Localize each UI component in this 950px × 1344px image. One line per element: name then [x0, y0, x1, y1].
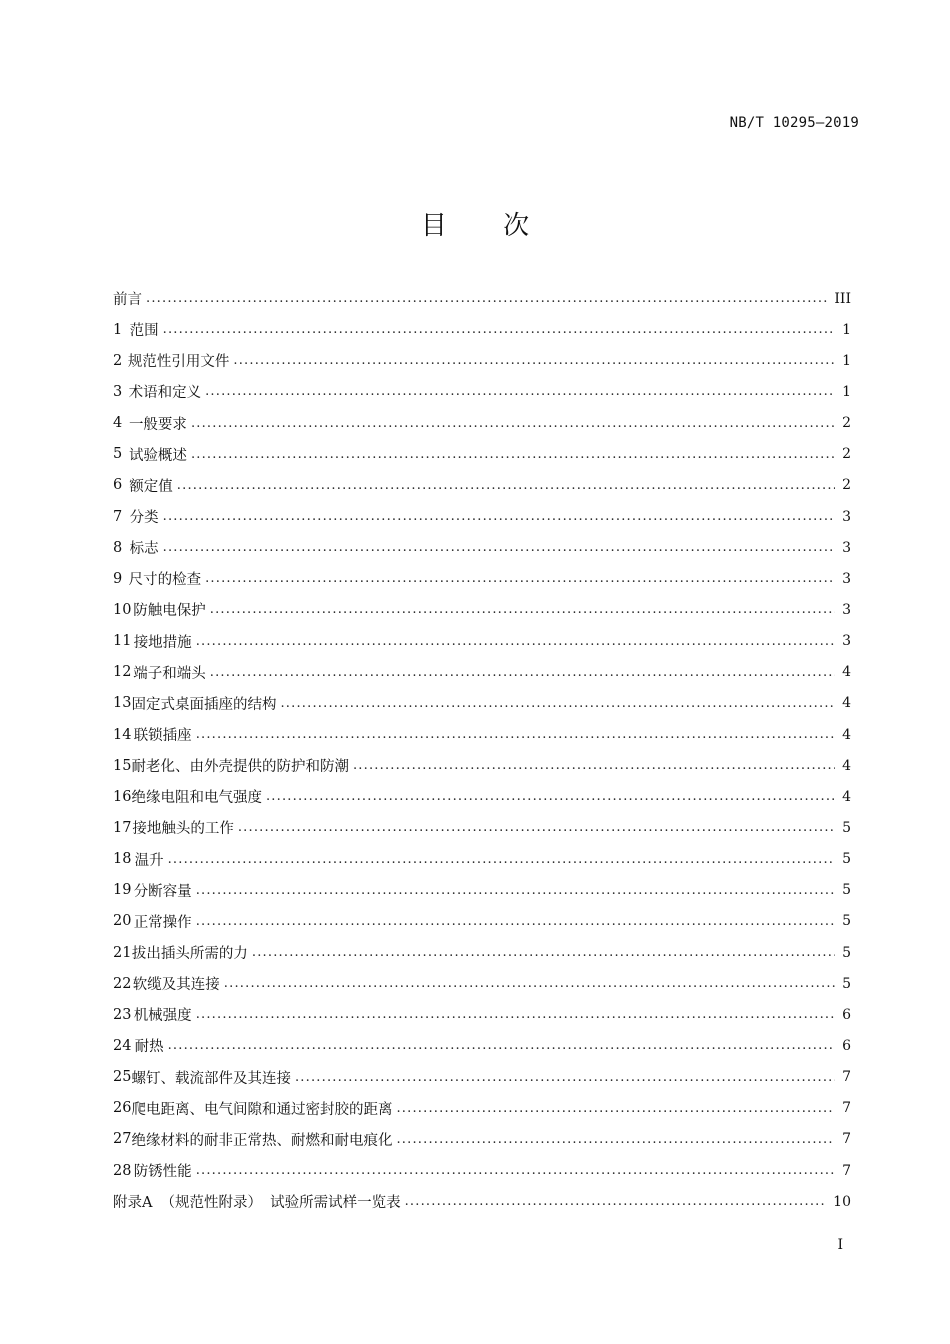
toc-entry-page: 2	[842, 477, 851, 494]
page-title	[0, 205, 950, 242]
toc-entry-page: 7	[842, 1131, 851, 1148]
toc-entry-number: 13	[113, 695, 132, 712]
toc-entry-title: 温升	[134, 852, 164, 869]
title-char-1: 目	[420, 211, 447, 241]
toc-entry[interactable]	[113, 283, 851, 314]
toc-entry-number: 24	[113, 1037, 132, 1054]
toc-entry-number: 15	[113, 757, 132, 774]
toc-entry-number: 4	[113, 415, 123, 432]
toc-leader-dots	[168, 852, 835, 867]
toc-entry-page: 5	[842, 913, 851, 930]
toc-entry[interactable]	[113, 1093, 851, 1124]
toc-entry[interactable]	[113, 626, 851, 657]
toc-entry-title: 爬电距离、电气间隙和通过密封胶的距离	[131, 1101, 393, 1118]
toc-entry-title: 分断容量	[133, 883, 192, 900]
toc-entry-number: 27	[113, 1131, 132, 1148]
toc-entry-page: 5	[842, 882, 851, 899]
toc-entry[interactable]	[113, 532, 851, 563]
toc-leader-dots	[233, 353, 835, 368]
toc-entry-number: 11	[113, 633, 132, 650]
toc-entry-number: 17	[113, 819, 132, 836]
toc-entry-number: 9	[113, 570, 123, 587]
toc-entry-number: 28	[113, 1162, 132, 1179]
toc-entry-title: 正常操作	[133, 914, 192, 931]
toc-entry[interactable]	[113, 750, 851, 781]
toc-entry-page: 2	[842, 446, 851, 463]
toc-entry[interactable]	[113, 999, 851, 1030]
toc-leader-dots	[210, 602, 835, 617]
toc-entry[interactable]	[113, 657, 851, 688]
toc-entry-title: 规范性引用文件	[127, 354, 230, 371]
toc-entry-title: 耐热	[134, 1039, 164, 1056]
toc-entry-title: 标志	[129, 541, 159, 558]
toc-entry-page: 4	[842, 695, 851, 712]
toc-entry[interactable]	[113, 439, 851, 470]
toc-leader-dots	[252, 945, 835, 960]
toc-leader-dots	[353, 758, 835, 773]
toc-leader-dots	[295, 1070, 835, 1085]
toc-entry-number: 26	[113, 1100, 132, 1117]
toc-entry[interactable]	[113, 719, 851, 750]
toc-entry[interactable]	[113, 1030, 851, 1061]
toc-leader-dots	[205, 384, 835, 399]
toc-leader-dots	[163, 509, 835, 524]
appendix-label: 附录A	[113, 1195, 153, 1212]
toc-leader-dots	[396, 1101, 835, 1116]
toc-entry-title: 绝缘材料的耐非正常热、耐燃和耐电痕化	[131, 1132, 393, 1149]
toc-entry-number: 7	[113, 508, 123, 525]
toc-entry-page: 6	[842, 1037, 851, 1054]
toc-entry[interactable]	[113, 906, 851, 937]
toc-entry[interactable]	[113, 968, 851, 999]
toc-entry-number: 12	[113, 664, 132, 681]
toc-leader-dots	[280, 696, 835, 711]
toc-entry-page: 5	[842, 851, 851, 868]
toc-leader-dots	[168, 1038, 835, 1053]
toc-entry-title: 螺钉、载流部件及其连接	[131, 1070, 291, 1087]
toc-entry-title: 试验概述	[128, 447, 187, 464]
toc-entry-page: 5	[842, 975, 851, 992]
toc-entry-number: 21	[113, 944, 132, 961]
toc-entry-number: 1	[113, 321, 123, 338]
toc-entry-page: 3	[842, 601, 851, 618]
toc-entry-number: 20	[113, 913, 132, 930]
toc-entry-page: III	[834, 290, 851, 307]
appendix-title: 试验所需试样一览表	[270, 1195, 401, 1212]
toc-leader-dots	[196, 1007, 835, 1022]
toc-entry-page: 5	[842, 944, 851, 961]
toc-leader-dots	[196, 634, 835, 649]
toc-leader-dots	[146, 291, 828, 306]
toc-entry-page: 1	[842, 352, 851, 369]
toc-entry[interactable]	[113, 594, 851, 625]
toc-entry-page: 4	[842, 726, 851, 743]
toc-entry-number: 2	[113, 352, 123, 369]
toc-leader-dots	[205, 571, 835, 586]
toc-entry-title: 防触电保护	[133, 603, 206, 620]
toc-entry-number: 3	[113, 383, 123, 400]
appendix-type: （规范性附录）	[160, 1195, 263, 1212]
toc-entry-title: 一般要求	[128, 416, 187, 433]
toc-entry-number: 8	[113, 539, 123, 556]
toc-leader-dots	[396, 1132, 835, 1147]
toc-entry-title: 软缆及其连接	[132, 977, 220, 994]
toc-entry[interactable]	[113, 408, 851, 439]
toc-leader-dots	[196, 1163, 835, 1178]
toc-entry-title: 端子和端头	[133, 665, 206, 682]
toc-entry-number: 5	[113, 446, 123, 463]
toc-entry-title: 范围	[129, 323, 159, 340]
toc-leader-dots	[210, 665, 835, 680]
toc-entry[interactable]	[113, 345, 851, 376]
toc-entry-title: 接地触头的工作	[132, 821, 234, 838]
toc-entry-number: 16	[113, 788, 132, 805]
toc-entry-title: 拔出插头所需的力	[131, 946, 248, 963]
toc-entry-page: 1	[842, 321, 851, 338]
toc-entry-title: 分类	[129, 510, 159, 527]
toc-entry[interactable]	[113, 376, 851, 407]
toc-leader-dots	[238, 820, 835, 835]
toc-leader-dots	[191, 447, 835, 462]
toc-entry[interactable]	[113, 875, 851, 906]
toc-entry-number: 10	[113, 601, 132, 618]
toc-entry[interactable]	[113, 937, 851, 968]
toc-entry-title: 防锈性能	[133, 1164, 192, 1180]
toc-entry-number: 14	[113, 726, 132, 743]
toc-entry[interactable]	[113, 781, 851, 812]
toc-entry-appendix[interactable]	[113, 1186, 851, 1217]
toc-entry[interactable]	[113, 1062, 851, 1093]
toc-entry-title: 接地措施	[133, 634, 192, 651]
toc-entry[interactable]	[113, 1155, 851, 1186]
toc-leader-dots	[191, 416, 835, 431]
toc-entry[interactable]	[113, 688, 851, 719]
toc-entry-page: 3	[842, 508, 851, 525]
toc-entry-page: 3	[842, 570, 851, 587]
appendix-page: 10	[833, 1193, 851, 1210]
toc-entry-page: 7	[842, 1162, 851, 1179]
toc-entry-number: 22	[113, 975, 132, 992]
toc-entry-page: 3	[842, 633, 851, 650]
toc-entry[interactable]	[113, 844, 851, 875]
toc-entry-title: 尺寸的检查	[128, 572, 202, 589]
toc-leader-dots	[196, 883, 835, 898]
toc-entry[interactable]	[113, 563, 851, 594]
toc-leader-dots	[163, 322, 835, 337]
toc-entry-title: 额定值	[129, 478, 173, 495]
toc-entry-title: 绝缘电阻和电气强度	[131, 790, 262, 807]
toc-entry-number: 23	[113, 1006, 132, 1023]
table-of-contents	[113, 283, 851, 1217]
toc-entry-number: 18	[113, 851, 132, 868]
toc-entry[interactable]	[113, 1124, 851, 1155]
toc-leader-dots	[196, 727, 835, 742]
toc-entry-title: 前言	[113, 292, 142, 309]
toc-leader-dots	[177, 478, 835, 493]
toc-entry-page: 4	[842, 788, 851, 805]
toc-entry-page: 3	[842, 539, 851, 556]
toc-entry-page: 5	[842, 819, 851, 836]
title-char-2: 次	[503, 211, 530, 241]
document-code: NB/T 10295—2019	[729, 115, 859, 131]
toc-entry-title: 耐老化、由外壳提供的防护和防潮	[131, 759, 349, 776]
toc-entry[interactable]	[113, 812, 851, 843]
page-number: I	[837, 1237, 843, 1253]
toc-leader-dots	[196, 914, 835, 929]
toc-leader-dots	[266, 789, 835, 804]
toc-leader-dots	[224, 976, 835, 991]
toc-leader-dots	[405, 1194, 828, 1209]
toc-entry-page: 7	[842, 1100, 851, 1117]
toc-entry-page: 4	[842, 664, 851, 681]
toc-entry-title: 机械强度	[133, 1008, 192, 1025]
toc-entry-number: 6	[113, 477, 123, 494]
toc-entry-page: 1	[842, 383, 851, 400]
toc-entry-page: 2	[842, 415, 851, 432]
toc-entry[interactable]	[113, 501, 851, 532]
toc-entry-page: 7	[842, 1069, 851, 1086]
toc-entry[interactable]	[113, 314, 851, 345]
toc-entry-number: 19	[113, 882, 132, 899]
toc-entry-number: 25	[113, 1069, 132, 1086]
toc-entry-title: 固定式桌面插座的结构	[131, 696, 277, 713]
toc-entry-page: 4	[842, 757, 851, 774]
toc-entry[interactable]	[113, 470, 851, 501]
toc-leader-dots	[163, 540, 835, 555]
toc-entry-title: 术语和定义	[128, 385, 202, 402]
toc-entry-title: 联锁插座	[133, 728, 192, 745]
toc-entry-page: 6	[842, 1006, 851, 1023]
